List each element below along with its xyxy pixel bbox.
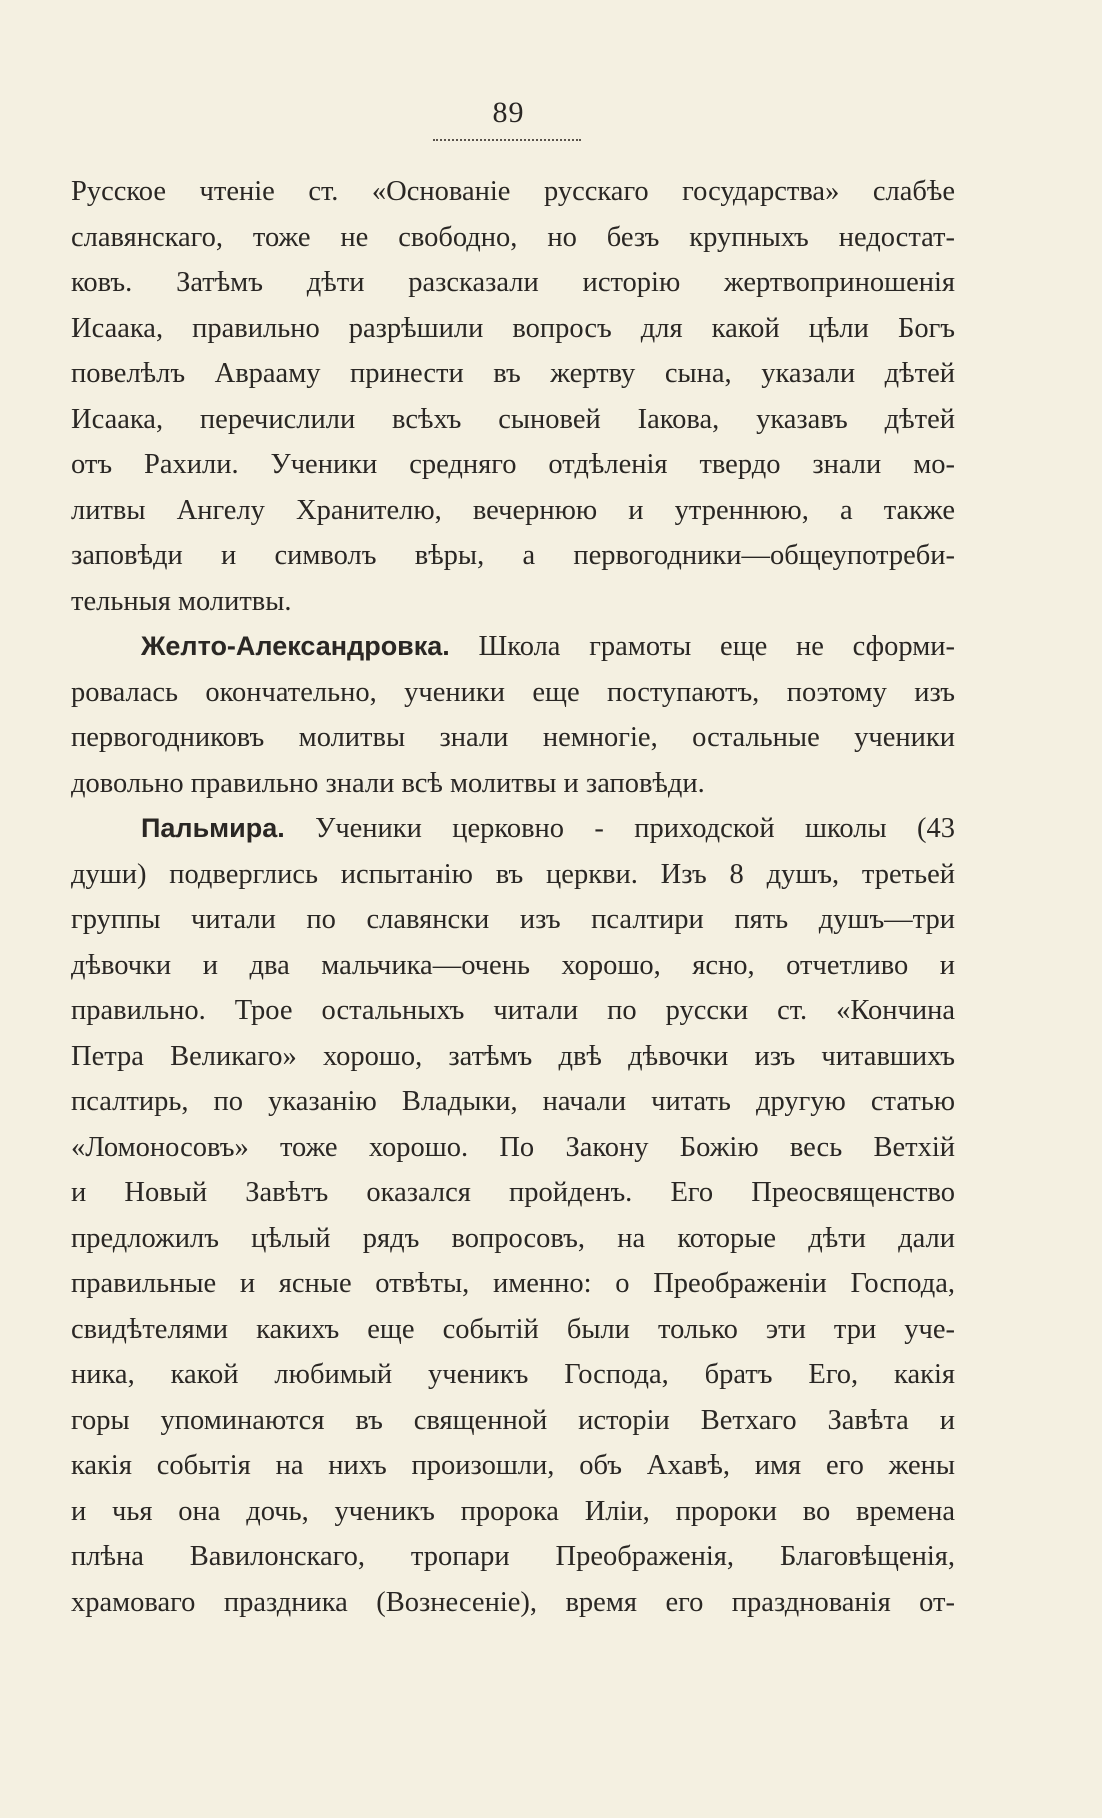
text-line: Исаака, правильно разрѣшили вопросъ для какой цѣли Богъ xyxy=(71,312,955,344)
text-line: свидѣтелями какихъ еще событій были только эти три уче- xyxy=(71,1313,955,1345)
text-line: ника, какой любимый ученикъ Господа, братъ Его, какія xyxy=(71,1359,955,1390)
text-line: псалтирь, по указанію Владыки, начали читать другую статью xyxy=(71,1086,955,1117)
text-run: Ученики церковно - приходской школы (43 xyxy=(284,813,955,844)
text-line: Русское чтеніе ст. «Основаніе русскаго государства» слабѣе xyxy=(71,176,955,207)
text-line xyxy=(71,806,955,852)
text-line: горы упоминаются въ священной исторіи Ветхаго Завѣта и xyxy=(71,1404,955,1436)
text-line: литвы Ангелу Хранителю, вечернюю и утреннюю, а также xyxy=(71,494,955,526)
page-number: 89 xyxy=(492,96,525,129)
text-line: плѣна Вавилонскаго, тропари Преображенія, Благовѣщенія, xyxy=(71,1541,955,1572)
text-line: «Ломоносовъ» тоже хорошо. По Закону Божію весь Ветхій xyxy=(71,1131,955,1163)
page-body xyxy=(71,169,955,1625)
text-line: довольно правильно знали всѣ молитвы и заповѣди. xyxy=(71,767,705,799)
text-line: храмоваго праздника (Вознесеніе), время его празднованія от- xyxy=(71,1586,955,1618)
text-line: и чья она дочь, ученикъ пророка Иліи, пророки во времена xyxy=(71,1495,955,1527)
text-line: души) подверглись испытанію въ церкви. Изъ 8 душъ, третьей xyxy=(71,858,955,890)
text-line: ровалась окончательно, ученики еще поступаютъ, поэтому изъ xyxy=(71,676,955,708)
section-heading: Пальмира. xyxy=(141,813,285,843)
text-line: славянскаго, тоже не свободно, но безъ крупныхъ недостат- xyxy=(71,221,955,253)
text-line xyxy=(71,624,955,670)
text-line: правильные и ясные отвѣты, именно: о Преображеніи Господа, xyxy=(71,1268,955,1299)
page-number-rule xyxy=(433,139,581,141)
text-line: какія событія на нихъ произошли, объ Ахавѣ, имя его жены xyxy=(71,1450,955,1481)
text-line: тельныя молитвы. xyxy=(71,585,292,617)
text-line: отъ Рахили. Ученики средняго отдѣленія твердо знали мо- xyxy=(71,449,955,480)
text-line: первогодниковъ молитвы знали немногіе, остальные ученики xyxy=(71,722,955,753)
text-line: Петра Великаго» хорошо, затѣмъ двѣ дѣвочки изъ читавшихъ xyxy=(71,1040,955,1072)
text-line: повелѣлъ Аврааму принести въ жертву сына, указали дѣтей xyxy=(71,358,955,389)
section-heading: Желто-Александровка. xyxy=(141,631,450,661)
text-line: и Новый Завѣтъ оказался пройденъ. Его Преосвященство xyxy=(71,1177,955,1208)
text-run: Школа грамоты еще не сформи- xyxy=(449,631,955,662)
text-line: заповѣди и символъ вѣры, а первогодники—общеупотреби- xyxy=(71,540,955,571)
text-line: предложилъ цѣлый рядъ вопросовъ, на которые дѣти дали xyxy=(71,1222,955,1254)
text-line: дѣвочки и два мальчика—очень хорошо, ясно, отчетливо и xyxy=(71,949,955,981)
text-line: ковъ. Затѣмъ дѣти разсказали исторію жертвоприношенія xyxy=(71,267,955,298)
text-line: Исаака, перечислили всѣхъ сыновей Іакова, указавъ дѣтей xyxy=(71,403,955,435)
text-line: правильно. Трое остальныхъ читали по русски ст. «Кончина xyxy=(71,995,955,1026)
text-line: группы читали по славянски изъ псалтири пять душъ—три xyxy=(71,904,955,935)
